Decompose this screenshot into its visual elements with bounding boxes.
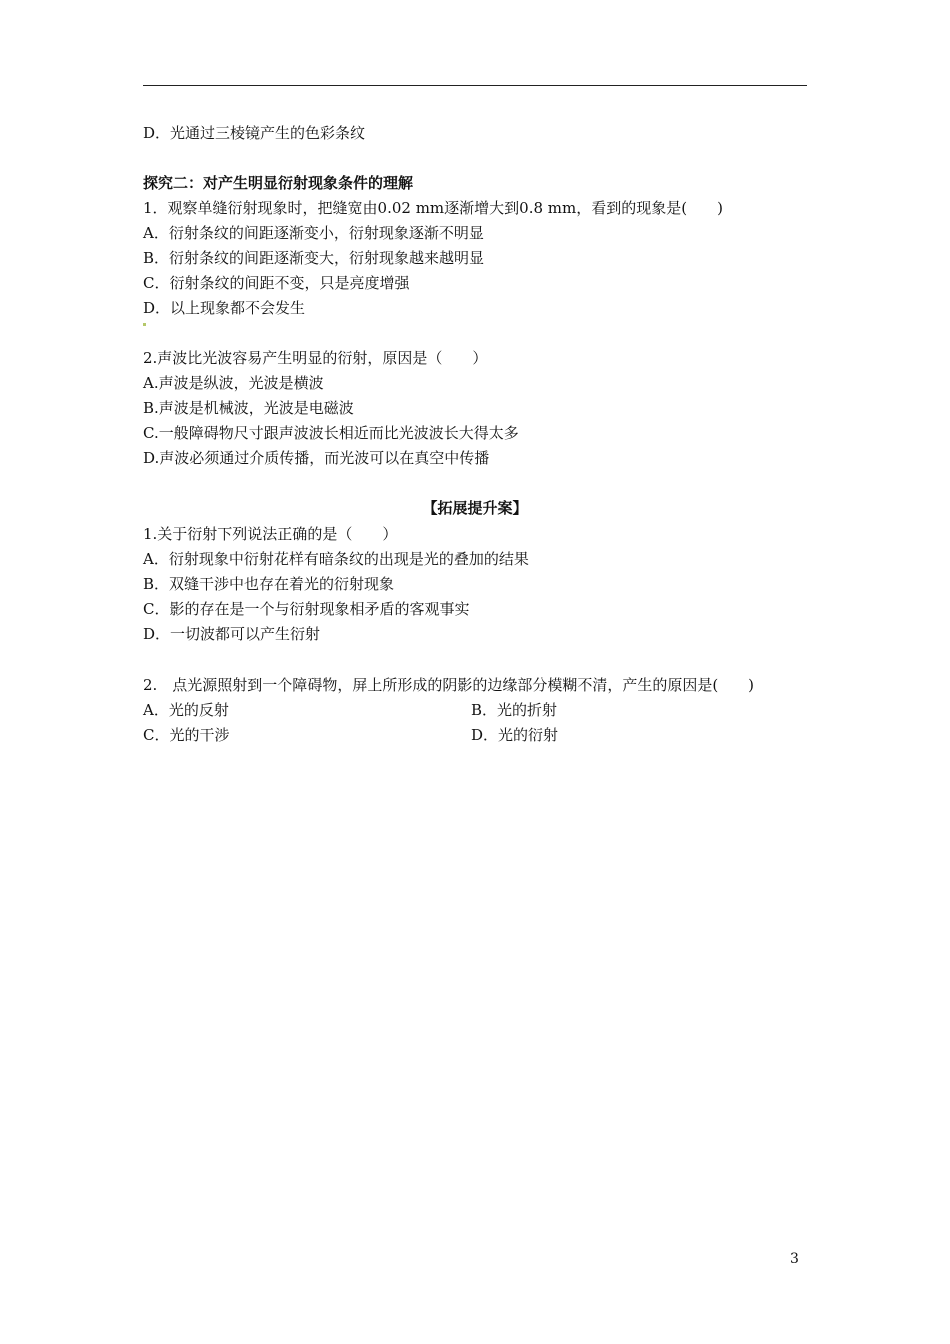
ext-q1-option-d: D．一切波都可以产生衍射 xyxy=(143,625,321,643)
s2-q1-stem: 1．观察单缝衍射现象时，把缝宽由0.02 mm逐渐增大到0.8 mm，看到的现象是( ) xyxy=(143,199,723,217)
s2-q1-option-a: A．衍射条纹的间距逐渐变小，衍射现象逐渐不明显 xyxy=(143,224,484,242)
s2-q2-stem: 2.声波比光波容易产生明显的衍射，原因是（ ） xyxy=(143,349,488,367)
ext-q1-option-b: B．双缝干涉中也存在着光的衍射现象 xyxy=(143,575,395,593)
page-number: 3 xyxy=(790,1251,799,1267)
ext-q2-stem: 2. 点光源照射到一个障碍物，屏上所形成的阴影的边缘部分模糊不清，产生的原因是( ) xyxy=(143,676,755,694)
s2-q2-option-b: B.声波是机械波，光波是电磁波 xyxy=(143,399,354,417)
s2-q2-option-d: D.声波必须通过介质传播，而光波可以在真空中传播 xyxy=(143,449,490,467)
ext-q2-option-a: A．光的反射 xyxy=(143,701,229,719)
prev-option-d: D．光通过三棱镜产生的色彩条纹 xyxy=(143,124,366,142)
s2-q1-option-b: B．衍射条纹的间距逐渐变大，衍射现象越来越明显 xyxy=(143,249,485,267)
s2-q2-option-c: C.一般障碍物尺寸跟声波波长相近而比光波波长大得太多 xyxy=(143,424,519,442)
section2-heading: 探究二：对产生明显衍射现象条件的理解 xyxy=(143,174,414,192)
header-rule xyxy=(143,85,807,86)
ext-q1-stem: 1.关于衍射下列说法正确的是（ ） xyxy=(143,525,398,543)
ext-q1-option-c: C．影的存在是一个与衍射现象相矛盾的客观事实 xyxy=(143,600,470,618)
s2-q1-option-d: D．以上现象都不会发生 xyxy=(143,299,306,317)
ext-q2-option-d: D．光的衍射 xyxy=(471,726,559,744)
scan-dot-mark xyxy=(143,323,146,326)
ext-q1-option-a: A．衍射现象中衍射花样有暗条纹的出现是光的叠加的结果 xyxy=(143,550,529,568)
s2-q2-option-a: A.声波是纵波，光波是横波 xyxy=(143,374,324,392)
s2-q1-option-c: C．衍射条纹的间距不变，只是亮度增强 xyxy=(143,274,410,292)
ext-q2-option-b: B．光的折射 xyxy=(471,701,558,719)
ext-q2-option-c: C．光的干涉 xyxy=(143,726,230,744)
extension-heading: 【拓展提升案】 xyxy=(422,499,528,517)
